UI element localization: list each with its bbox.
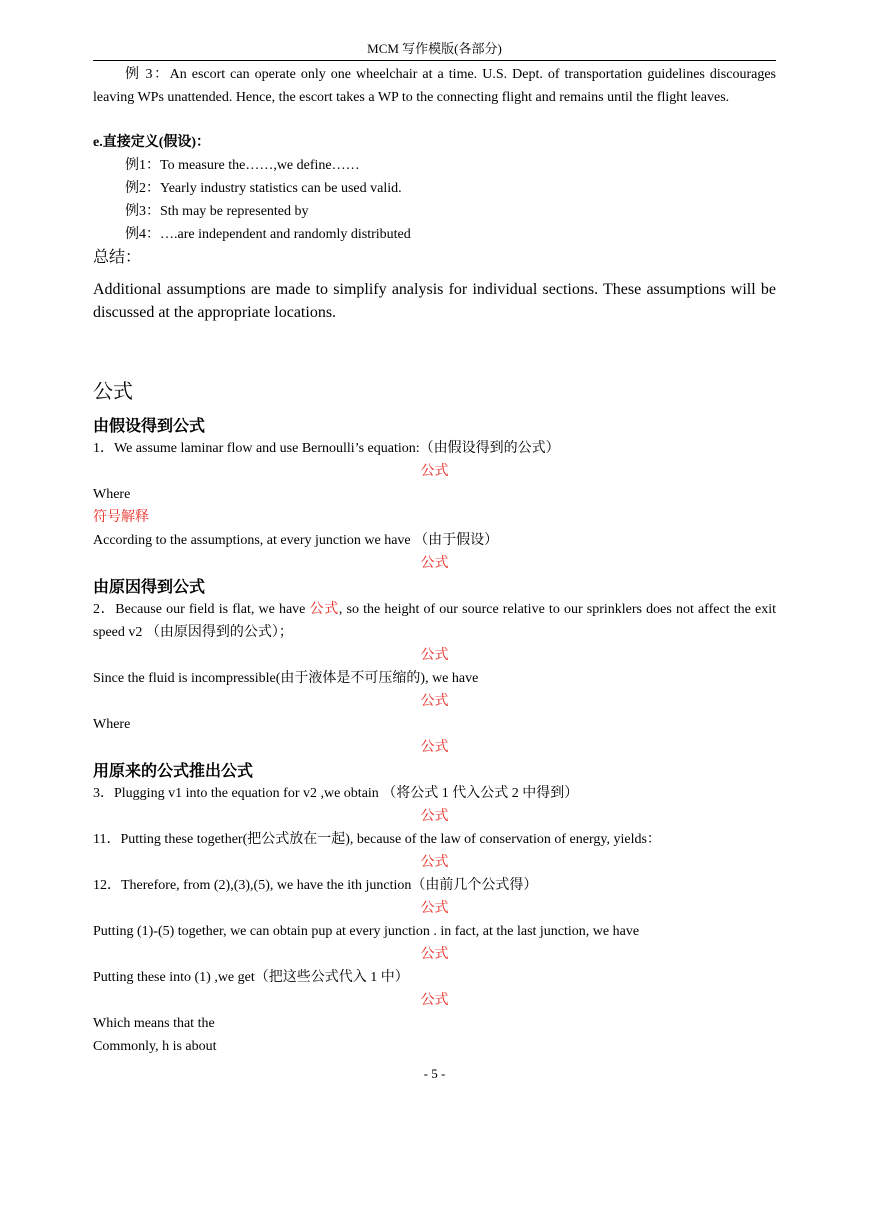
formula-placeholder: 公式	[420, 947, 449, 962]
formula-placeholder: 公式	[420, 993, 449, 1008]
symbol-explanation: 符号解释	[93, 510, 149, 525]
formula-section-title: 公式	[93, 379, 133, 403]
example-3-paragraph: 例 3：An escort can operate only one wheelchair at a time. U.S. Dept. of transportation guidelines discourages leaving WPs unattended. Hence, the escort takes a WP to the connecting flight and remains until the flight leaves.	[93, 67, 776, 105]
summary-text: Additional assumptions are made to simplify analysis for individual sections. These assumptions will be discussed at the appropriate locations.	[93, 281, 776, 321]
formula-line: Which means that the	[93, 1016, 215, 1031]
subsection-heading-derivation: 用原来的公式推出公式	[93, 761, 254, 780]
formula-placeholder: 公式	[420, 556, 449, 571]
formula-line: Putting these into (1) ,we get（把这些公式代入 1 中）	[93, 970, 409, 985]
formula-placeholder: 公式	[420, 855, 449, 870]
page-header: MCM 写作模版(各部分)	[93, 40, 776, 61]
page-number: - 5 -	[423, 1066, 446, 1081]
formula-placeholder: 公式	[420, 694, 449, 709]
section-e-example: 例1：To measure the……,we define……	[125, 158, 360, 173]
section-e-heading: e.直接定义(假设)：	[93, 135, 211, 150]
section-e-example: 例3：Sth may be represented by	[125, 204, 309, 219]
formula-line: 11．Putting these together(把公式放在一起), because of the law of conservation of energy, yields：	[93, 832, 661, 847]
formula-line: According to the assumptions, at every junction we have （由于假设）	[93, 533, 499, 548]
formula-placeholder: 公式	[420, 648, 449, 663]
formula-line-start: 2．Because our field is flat, we have	[93, 602, 310, 617]
formula-line: Commonly, h is about	[93, 1039, 217, 1054]
summary-label: 总结：	[93, 249, 142, 266]
formula-line: 3．Plugging v1 into the equation for v2 ,we obtain （将公式 1 代入公式 2 中得到）	[93, 786, 579, 801]
formula-line: 1．We assume laminar flow and use Bernoulli’s equation:（由假设得到的公式）	[93, 441, 560, 456]
formula-placeholder: 公式	[420, 464, 449, 479]
formula-line	[93, 598, 776, 644]
subsection-heading-cause: 由原因得到公式	[93, 577, 206, 596]
section-e-example: 例2：Yearly industry statistics can be used valid.	[125, 181, 402, 196]
formula-placeholder: 公式	[420, 809, 449, 824]
section-e-example: 例4：….are independent and randomly distributed	[125, 227, 411, 242]
formula-line-end: , so the height of our source relative to our sprinklers does not affect the exit speed v2 （由原因得到的公式）；	[93, 602, 776, 640]
formula-placeholder: 公式	[420, 901, 449, 916]
where-label: Where	[93, 717, 131, 732]
formula-line: Since the fluid is incompressible(由于液体是不可压缩的), we have	[93, 671, 479, 686]
formula-line: 12．Therefore, from (2),(3),(5), we have the ith junction（由前几个公式得）	[93, 878, 538, 893]
subsection-heading-assumption: 由假设得到公式	[93, 416, 206, 435]
formula-placeholder: 公式	[420, 740, 449, 755]
formula-line: Putting (1)-(5) together, we can obtain pup at every junction . in fact, at the last junction, we have	[93, 924, 640, 939]
where-label: Where	[93, 487, 131, 502]
inline-formula-placeholder: 公式	[309, 602, 339, 617]
